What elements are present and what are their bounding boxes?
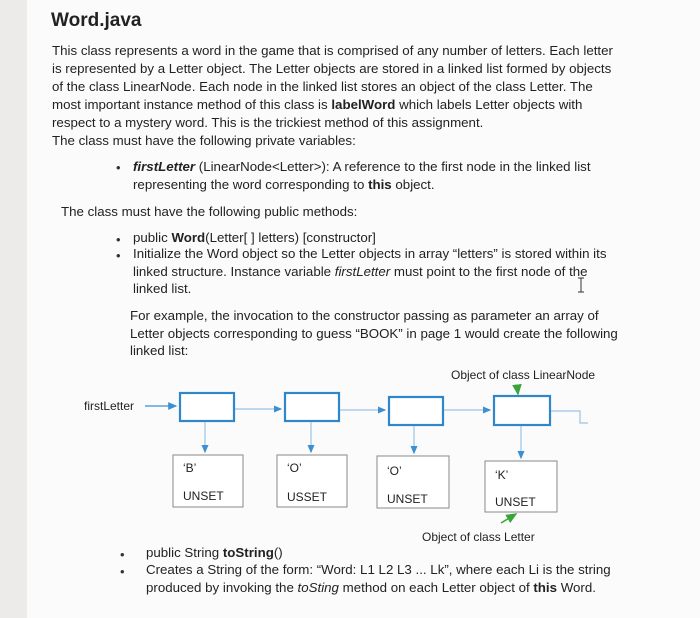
example-line-1: For example, the invocation to the constructor passing as parameter an array of [130, 308, 599, 323]
example-line-3: linked list: [130, 343, 189, 358]
letter-status-3: UNSET [387, 492, 428, 506]
intro-line-6: The class must have the following private variables: [52, 133, 356, 148]
letter-status-1: UNSET [183, 489, 224, 503]
bullet-dot: • [120, 564, 125, 579]
page-title: Word.java [51, 10, 142, 31]
constructor-desc-3: linked list. [133, 281, 192, 296]
letter-object-pointer [501, 514, 516, 523]
example-line-2: Letter objects corresponding to guess “BOOK” in page 1 would create the following [130, 326, 618, 341]
private-var-line-2: representing the word corresponding to this object. [133, 177, 435, 192]
bullet-dot: • [116, 160, 121, 175]
linear-node-label: Object of class LinearNode [451, 368, 596, 382]
letter-status-2: USSET [287, 490, 328, 504]
letter-char-2: ‘O’ [287, 461, 302, 475]
tostring-signature: public String toString() [146, 545, 283, 560]
first-letter-var: firstLetter [133, 159, 196, 174]
bullet-dot: • [116, 248, 121, 263]
text-cursor-icon [578, 278, 584, 292]
linear-node-pointer [517, 385, 518, 394]
linear-node-2 [285, 393, 339, 421]
null-terminator [551, 411, 588, 423]
letter-object-label: Object of class Letter [422, 530, 535, 544]
letter-char-3: ‘O’ [387, 464, 402, 478]
linear-node-3 [389, 397, 443, 425]
methods-heading: The class must have the following public methods: [61, 204, 358, 219]
first-letter-label: firstLetter [84, 399, 135, 413]
label-word-keyword: labelWord [331, 97, 396, 112]
intro-line-3: of the class LinearNode. Each node in the linked list stores an object of the class Letter. The [52, 79, 593, 94]
linear-node-4 [494, 396, 550, 425]
intro-line-1: This class represents a word in the game that is comprised of any number of letters. Each letter [52, 43, 613, 58]
letter-status-4: UNSET [495, 495, 536, 509]
intro-line-5: respect to a mystery word. This is the trickiest method of this assignment. [52, 115, 484, 130]
constructor-desc-2: linked structure. Instance variable firstLetter must point to the first node of the [133, 264, 588, 279]
letter-char-4: ‘K’ [495, 468, 509, 482]
private-var-line-1: firstLetter (LinearNode<Letter>): A reference to the first node in the linked list [133, 159, 591, 174]
bullet-dot: • [120, 547, 125, 562]
constructor-desc-1: Initialize the Word object so the Letter objects in array “letters” is stored within its [133, 246, 607, 261]
letter-char-1: ‘B’ [183, 461, 197, 475]
tostring-desc-2: produced by invoking the toSting method on each Letter object of this Word. [146, 580, 596, 595]
bullet-dot: • [116, 232, 121, 247]
tostring-desc-1: Creates a String of the form: “Word: L1 L2 L3 ... Lk”, where each Li is the string [146, 562, 611, 577]
intro-line-2: is represented by a Letter object. The Letter objects are stored in a linked list formed by objects [52, 61, 612, 76]
constructor-signature: public Word(Letter[ ] letters) [constructor] [133, 230, 376, 245]
linear-node-1 [180, 393, 234, 421]
intro-line-4: most important instance method of this class is labelWord which labels Letter objects with [52, 97, 583, 112]
